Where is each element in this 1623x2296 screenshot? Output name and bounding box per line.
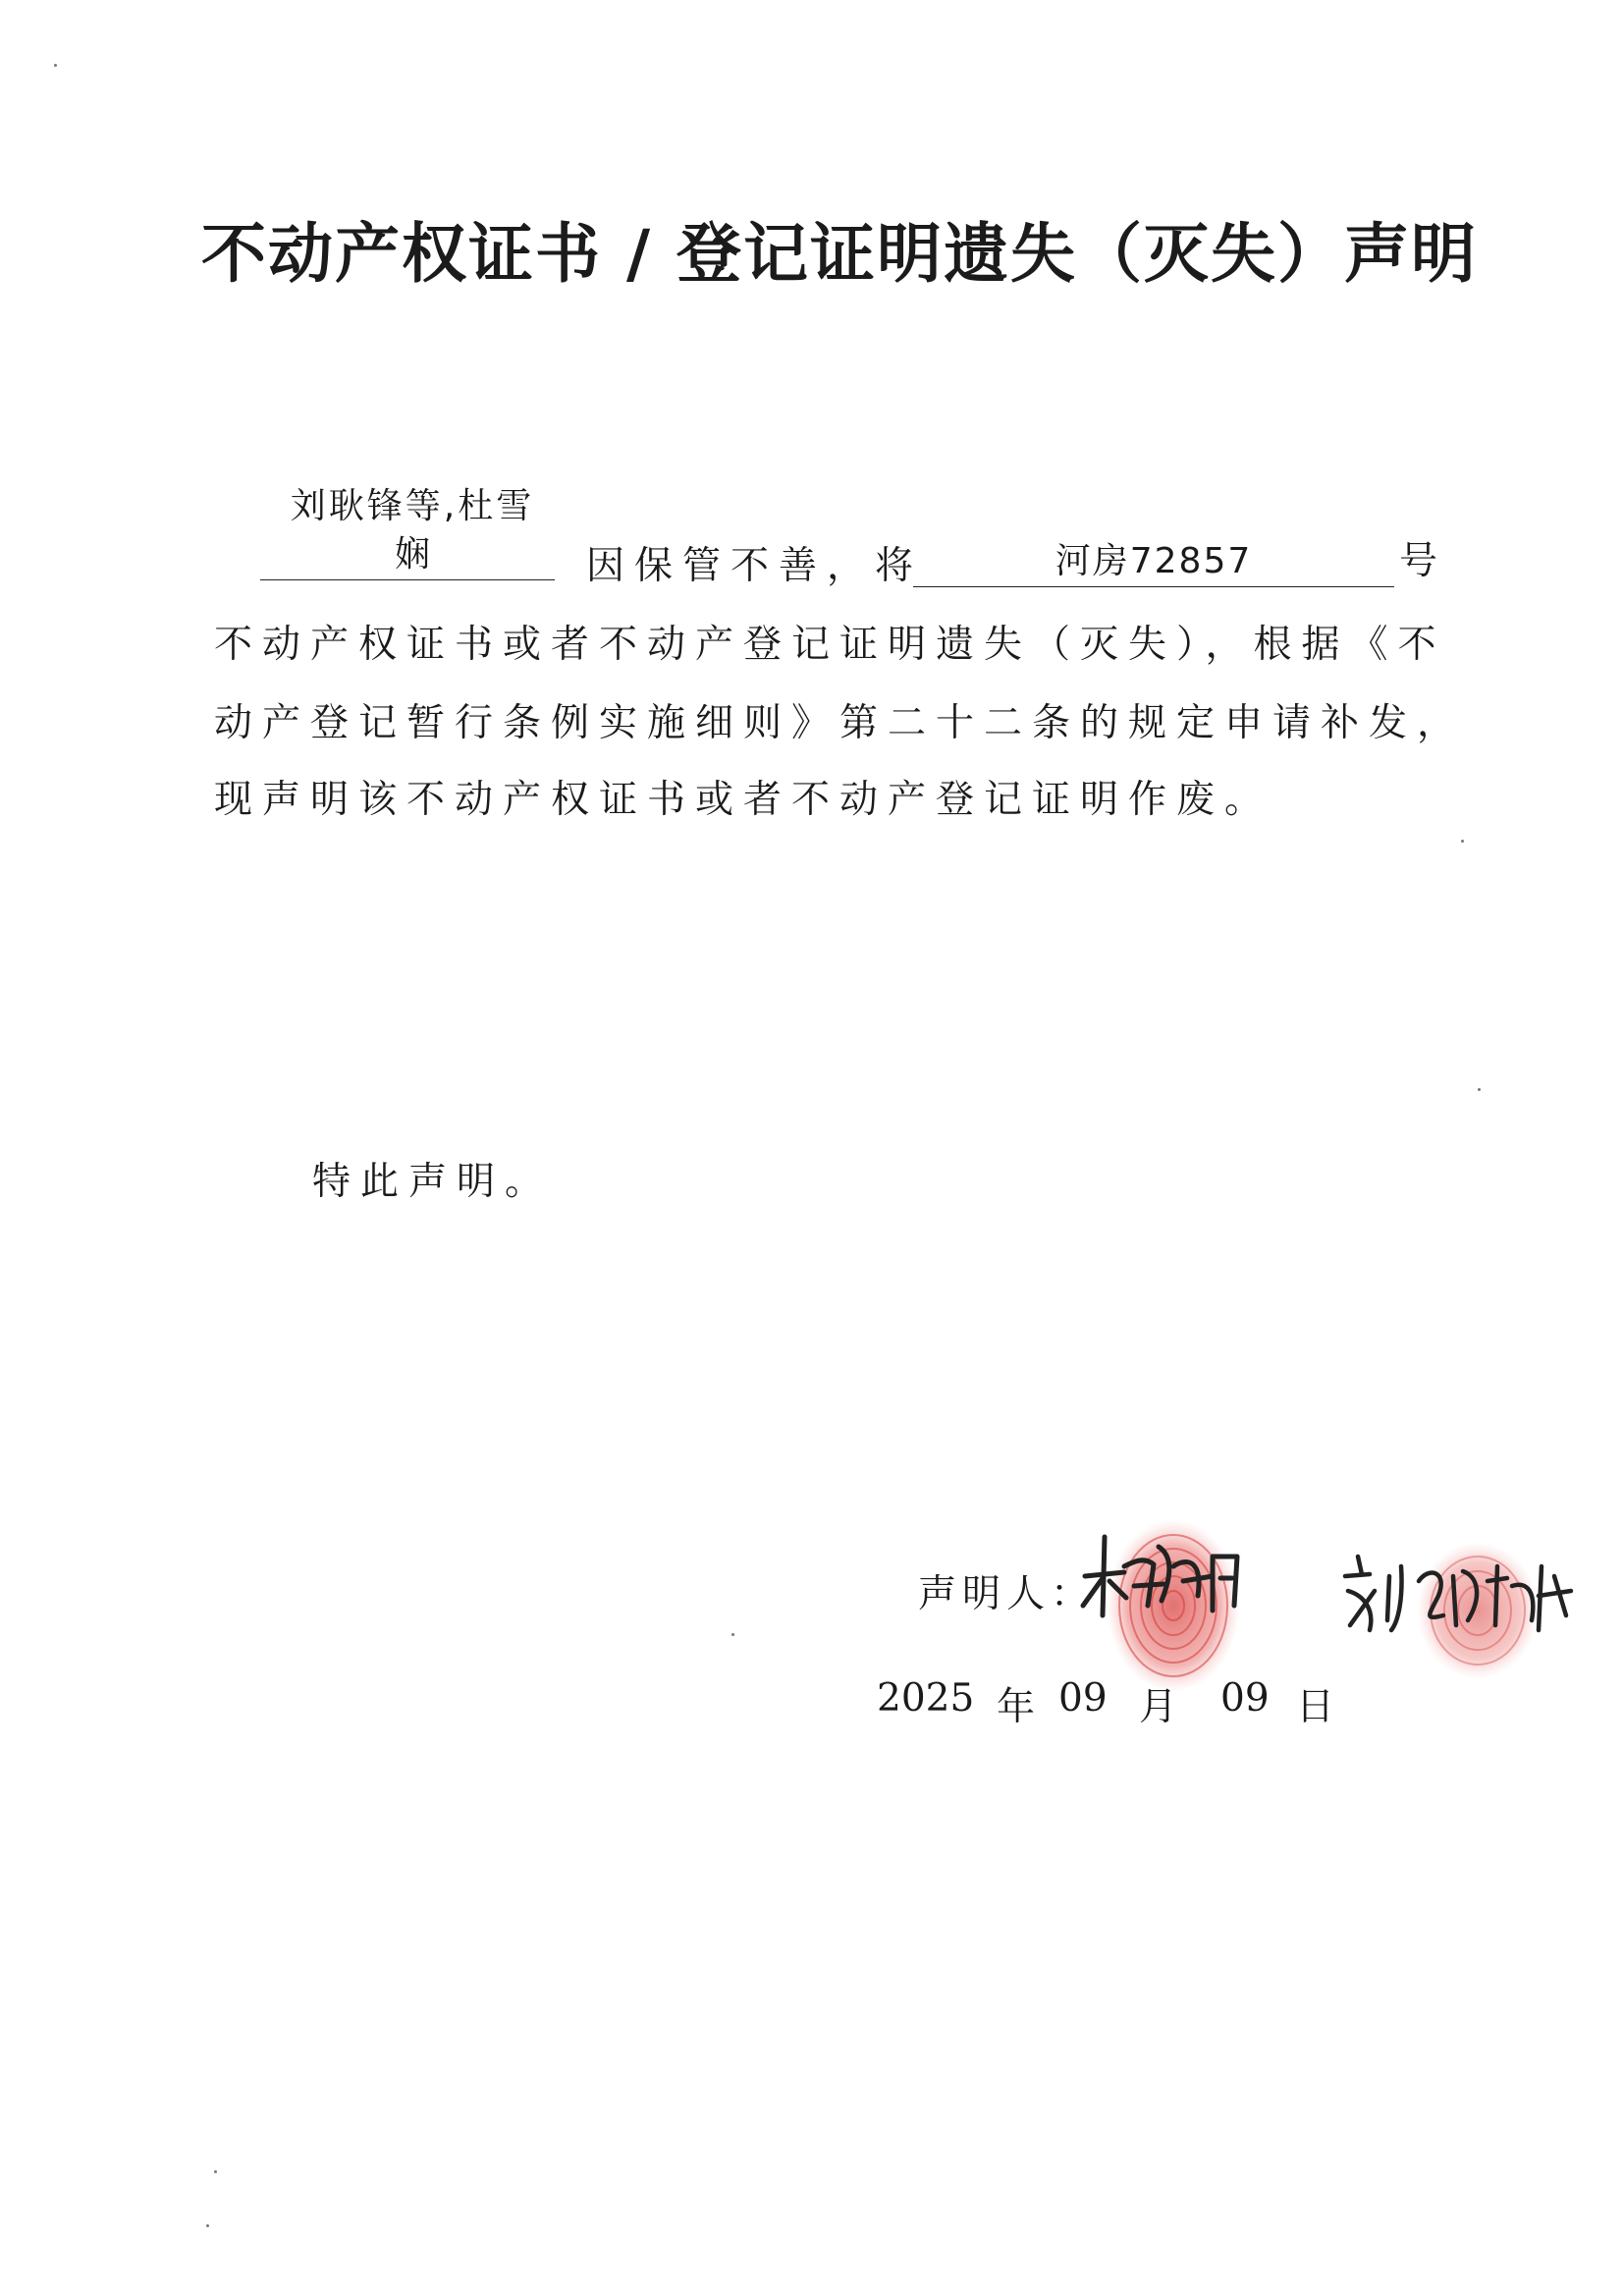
owner-name-line2: 娴: [394, 533, 430, 574]
date-month: 09: [1058, 1676, 1108, 1721]
scan-speck: [731, 1633, 734, 1636]
scan-speck: [214, 2170, 217, 2173]
number-suffix: 号: [1399, 539, 1448, 583]
scan-speck: [54, 64, 57, 67]
scan-speck: [206, 2224, 209, 2227]
date-year: 2025: [877, 1676, 975, 1721]
reason-text: 因保管不善，将: [586, 544, 924, 588]
date-day: 09: [1220, 1676, 1270, 1721]
date-day-unit: 日: [1296, 1685, 1335, 1729]
owner-name-field: [265, 483, 560, 578]
signature-du-icon: [1065, 1507, 1262, 1635]
date-year-unit: 年: [997, 1685, 1036, 1729]
body-line-1: 不动产权证书或者不动产登记证明遗失（灭失），根据《不: [214, 623, 1446, 667]
owner-name-underline: [260, 579, 555, 580]
certificate-number-underline: [913, 586, 1394, 587]
scan-speck: [1461, 840, 1464, 843]
closing-text: 特此声明。: [312, 1160, 554, 1204]
certificate-number: 河房72857: [1055, 541, 1253, 581]
date-month-unit: 月: [1139, 1685, 1178, 1729]
declarant-label: 声明人：: [918, 1572, 1096, 1616]
body-line-2: 动产登记暂行条例实施细则》第二十二条的规定申请补发，: [214, 701, 1466, 745]
owner-name-line1: 刘耿锋等,杜雪: [290, 486, 535, 526]
body-line-3: 现声明该不动产权证书或者不动产登记证明作废。: [214, 778, 1273, 822]
document-title: 不动产权证书 / 登记证明遗失（灭失）声明: [201, 216, 1479, 292]
scan-speck: [1478, 1088, 1481, 1091]
signature-liu-icon: [1330, 1537, 1596, 1645]
